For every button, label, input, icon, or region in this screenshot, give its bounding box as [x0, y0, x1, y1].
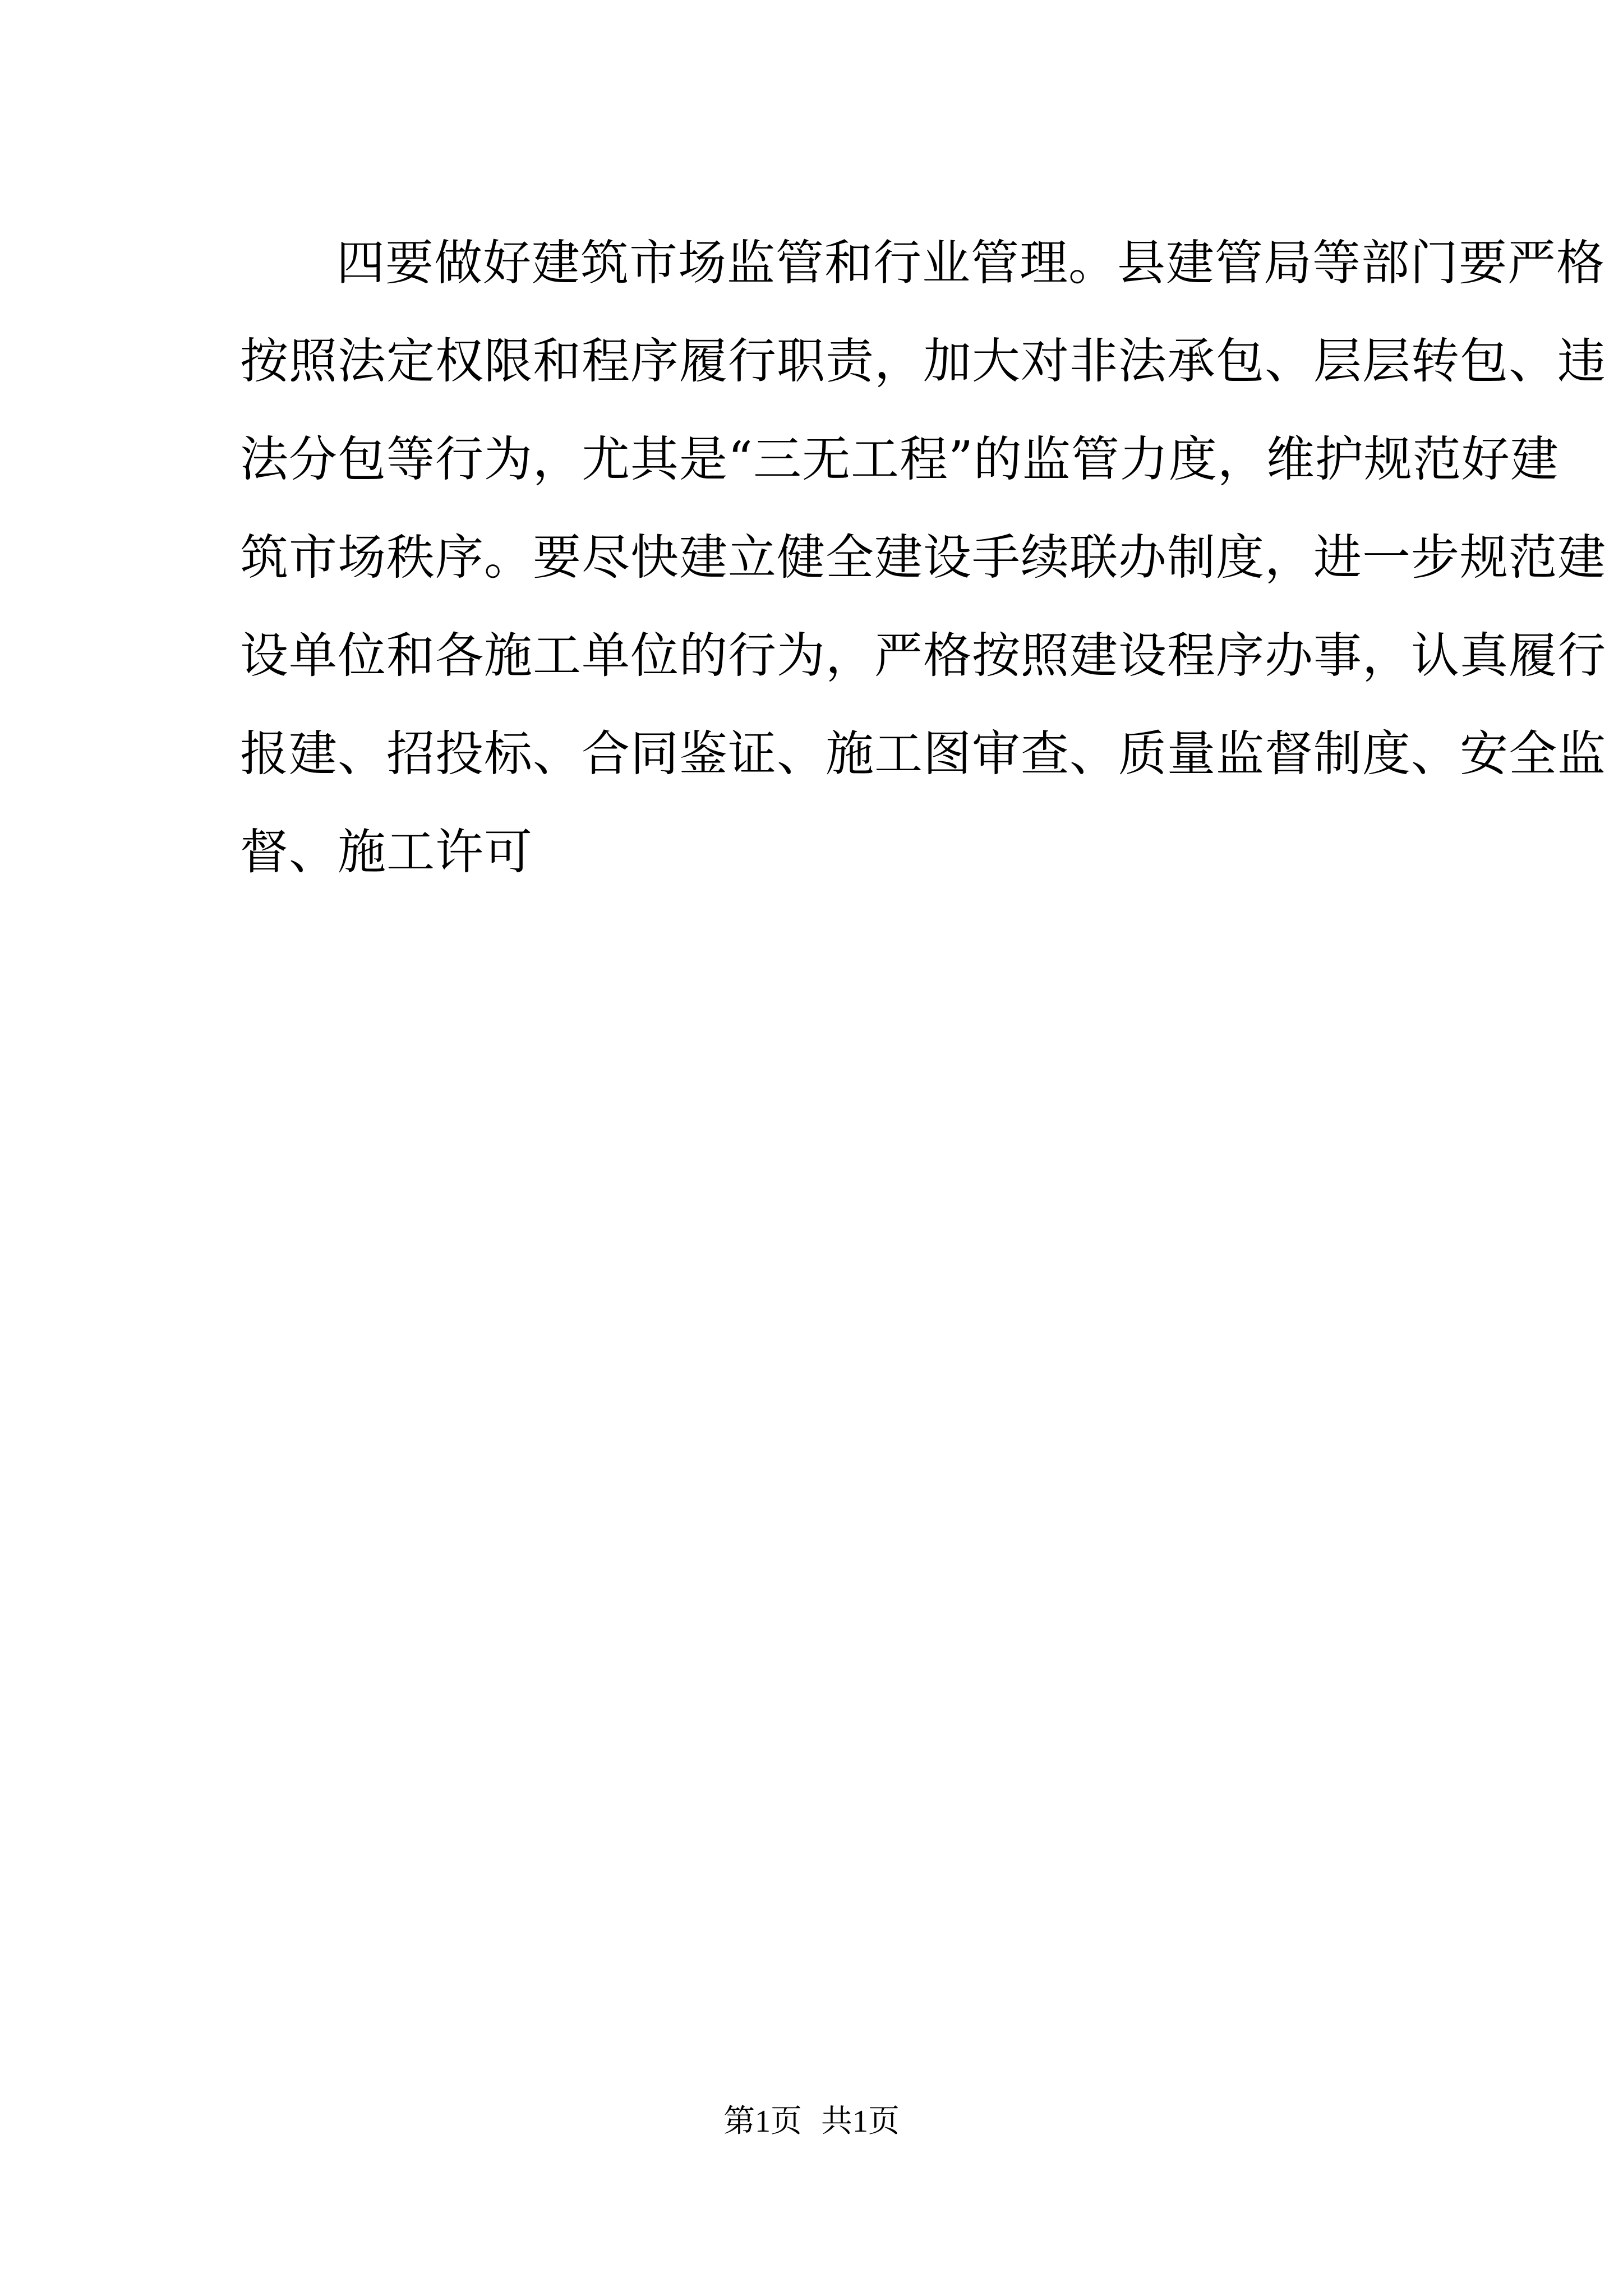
page-number: 1 — [755, 2104, 771, 2139]
paragraph-line-1: 四要做好建筑市场监管和行业管理。县建管局等部门要严格 — [336, 235, 1605, 291]
paragraph-line-5: 设单位和各施工单位的行为，严格按照建设程序办事，认真履行 — [240, 628, 1606, 684]
paragraph-line-4: 筑市场秩序。要尽快建立健全建设手续联办制度，进一步规范建 — [240, 530, 1606, 586]
page-prefix: 第 — [723, 2104, 755, 2139]
page-suffix: 页 — [771, 2104, 802, 2139]
body-paragraph — [240, 214, 1606, 901]
total-pages: 1 — [852, 2104, 868, 2139]
paragraph-line-7: 督、施工许可 — [240, 824, 533, 880]
total-prefix: 共 — [821, 2104, 852, 2139]
paragraph-line-6: 报建、招投标、合同鉴证、施工图审查、质量监督制度、安全监 — [240, 726, 1606, 782]
paragraph-line-2: 按照法定权限和程序履行职责，加大对非法承包、层层转包、违 — [240, 333, 1606, 389]
total-suffix: 页 — [868, 2104, 900, 2139]
paragraph-line-3: 法分包等行为，尤其是“三无工程”的监管力度，维护规范好建 — [240, 431, 1559, 487]
page-footer — [0, 2099, 1623, 2144]
